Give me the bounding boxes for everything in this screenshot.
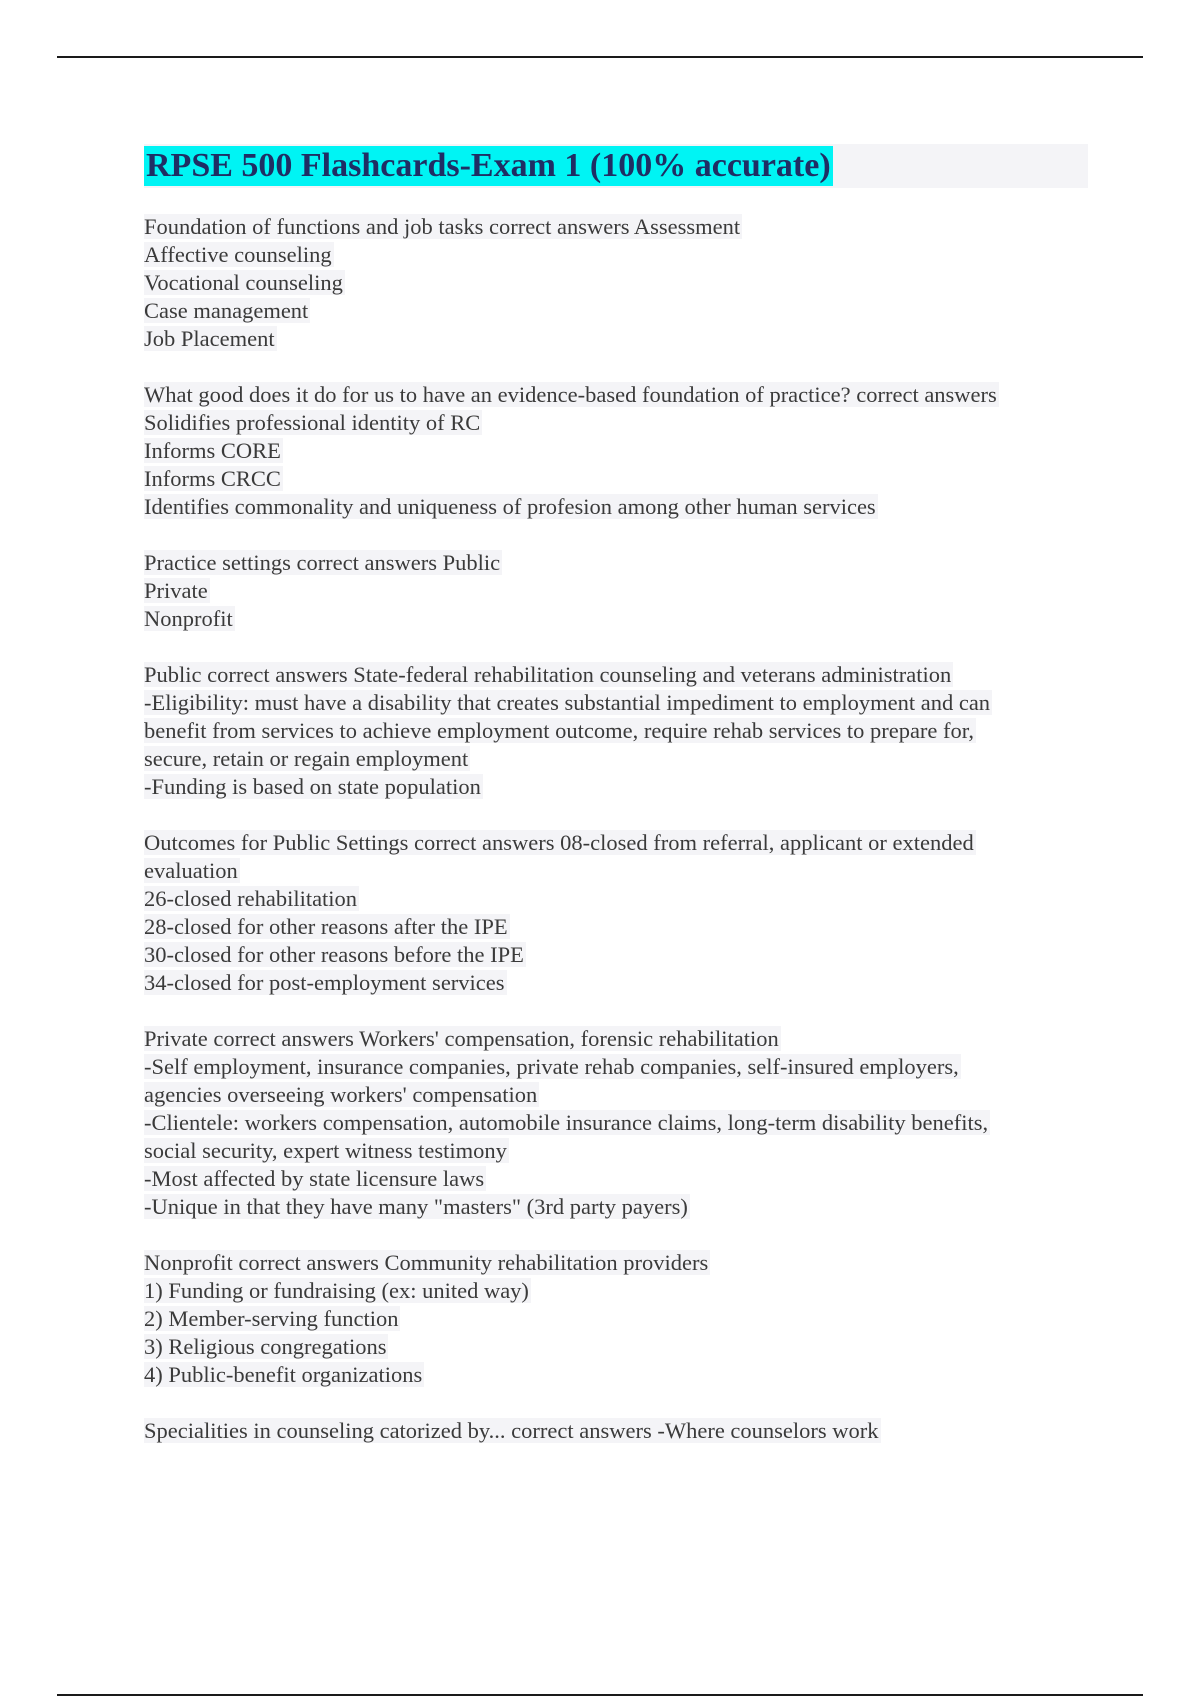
- card-line: Specialities in counseling catorized by... correct answers -Where counselors work: [144, 1418, 879, 1443]
- card-line: Nonprofit: [144, 606, 233, 631]
- flashcard: [144, 381, 1094, 521]
- card-line: 34-closed for post-employment services: [144, 970, 505, 995]
- card-line: Job Placement: [144, 326, 275, 351]
- card-line: benefit from services to achieve employment outcome, require rehab services to prepare for,: [144, 718, 974, 743]
- flashcard: [144, 1025, 1094, 1221]
- card-line: Vocational counseling: [144, 270, 343, 295]
- card-line: Foundation of functions and job tasks correct answers Assessment: [144, 214, 741, 239]
- card-line: 26-closed rehabilitation: [144, 886, 358, 911]
- flashcard-list: [144, 213, 1094, 1473]
- bottom-rule: [57, 1694, 1143, 1696]
- card-line: 1) Funding or fundraising (ex: united way): [144, 1278, 529, 1303]
- card-line: Case management: [144, 298, 309, 323]
- card-line: 28-closed for other reasons after the IPE: [144, 914, 508, 939]
- card-line: 30-closed for other reasons before the IPE: [144, 942, 524, 967]
- card-line: 4) Public-benefit organizations: [144, 1362, 423, 1387]
- card-line: -Funding is based on state population: [144, 774, 481, 799]
- card-line: -Clientele: workers compensation, automobile insurance claims, long-term disability benefits,: [144, 1110, 989, 1135]
- flashcard: [144, 1249, 1094, 1389]
- document-title: RPSE 500 Flashcards-Exam 1 (100% accurate): [146, 147, 831, 184]
- flashcard: [144, 1417, 1094, 1445]
- card-line: -Eligibility: must have a disability that creates substantial impediment to employment and can: [144, 690, 991, 715]
- flashcard: [144, 213, 1094, 353]
- card-line: 2) Member-serving function: [144, 1306, 399, 1331]
- card-line: What good does it do for us to have an evidence-based foundation of practice? correct answers: [144, 382, 997, 407]
- card-line: Nonprofit correct answers Community rehabilitation providers: [144, 1250, 709, 1275]
- card-line: Public correct answers State-federal rehabilitation counseling and veterans administration: [144, 662, 952, 687]
- flashcard: [144, 549, 1094, 633]
- flashcard: [144, 661, 1094, 801]
- top-rule: [57, 56, 1143, 58]
- flashcard: [144, 829, 1094, 997]
- card-line: Solidifies professional identity of RC: [144, 410, 481, 435]
- card-line: Practice settings correct answers Public: [144, 550, 501, 575]
- card-line: -Most affected by state licensure laws: [144, 1166, 485, 1191]
- card-line: Outcomes for Public Settings correct answers 08-closed from referral, applicant or extended: [144, 830, 974, 855]
- card-line: Affective counseling: [144, 242, 332, 267]
- card-line: Private: [144, 578, 208, 603]
- card-line: secure, retain or regain employment: [144, 746, 469, 771]
- card-line: Private correct answers Workers' compensation, forensic rehabilitation: [144, 1026, 779, 1051]
- card-line: Informs CRCC: [144, 466, 281, 491]
- card-line: evaluation: [144, 858, 238, 883]
- card-line: Informs CORE: [144, 438, 281, 463]
- card-line: agencies overseeing workers' compensation: [144, 1082, 538, 1107]
- card-line: -Unique in that they have many "masters" (3rd party payers): [144, 1194, 688, 1219]
- card-line: Identifies commonality and uniqueness of profesion among other human services: [144, 494, 876, 519]
- card-line: social security, expert witness testimony: [144, 1138, 507, 1163]
- card-line: 3) Religious congregations: [144, 1334, 387, 1359]
- card-line: -Self employment, insurance companies, private rehab companies, self-insured employers,: [144, 1054, 959, 1079]
